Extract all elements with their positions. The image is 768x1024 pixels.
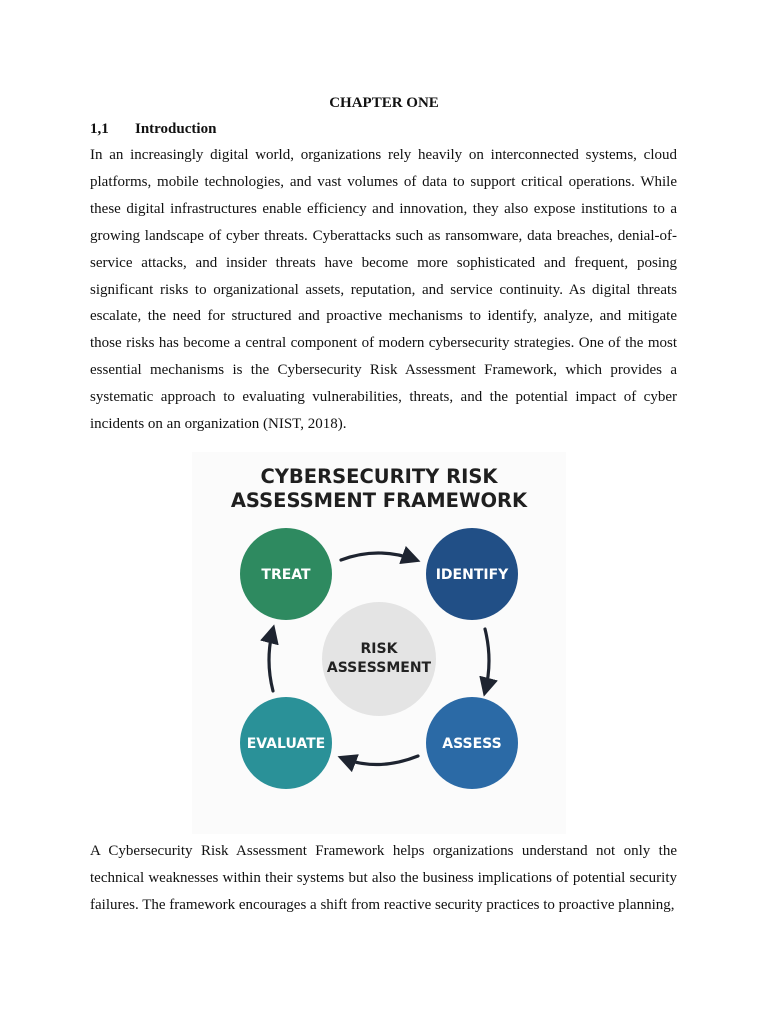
identify-label: IDENTIFY [435,567,509,583]
framework-figure [192,452,566,834]
figure-title-line-2: ASSESSMENT FRAMEWORK [230,489,528,512]
arrow-identify-to-assess [485,629,489,692]
risk-assessment-center-circle [322,602,436,716]
arrow-treat-to-identify [341,553,416,560]
center-label-line-2: ASSESSMENT [326,660,432,676]
framework-diagram [192,452,566,834]
arrow-evaluate-to-treat [269,629,273,691]
section-heading [90,120,216,138]
section-title: Introduction [135,121,217,137]
framework-paragraph: A Cybersecurity Risk Assessment Framework helps organizations understand not only the technical weaknesses within their systems but also the business implications of potential security failures. The framework encourages a shift from reactive security practices to proactive planning, [90,843,677,913]
section-number: 1,1 [90,121,109,137]
figure-title-line-1: CYBERSECURITY RISK [260,465,498,488]
evaluate-label: EVALUATE [246,736,326,752]
assess-label: ASSESS [442,736,502,752]
center-label-line-1: RISK [360,641,398,657]
treat-label: TREAT [261,567,311,583]
intro-paragraph: In an increasingly digital world, organizations rely heavily on interconnected systems, cloud platforms, mobile technologies, and vast volumes of data to support critical operations. While these digital infrastructures enable efficiency and innovation, they also expose institutions to a growing landscape of cyber threats. Cyberattacks such as ransomware, data breaches, denial-of-service attacks, and insider threats have become more sophisticated and frequent, posing significant risks to organizational assets, reputation, and service continuity. As digital threats escalate, the need for structured and proactive mechanisms to identify, analyze, and mitigate those risks has become a central component of modern cybersecurity strategies. One of the most essential mechanisms is the Cybersecurity Risk Assessment Framework, which provides a systematic approach to evaluating vulnerabilities, threats, and the potential impact of cyber incidents on an organization (NIST, 2018). [90,147,677,433]
arrow-assess-to-evaluate [342,756,418,765]
chapter-title: CHAPTER ONE [329,95,439,111]
